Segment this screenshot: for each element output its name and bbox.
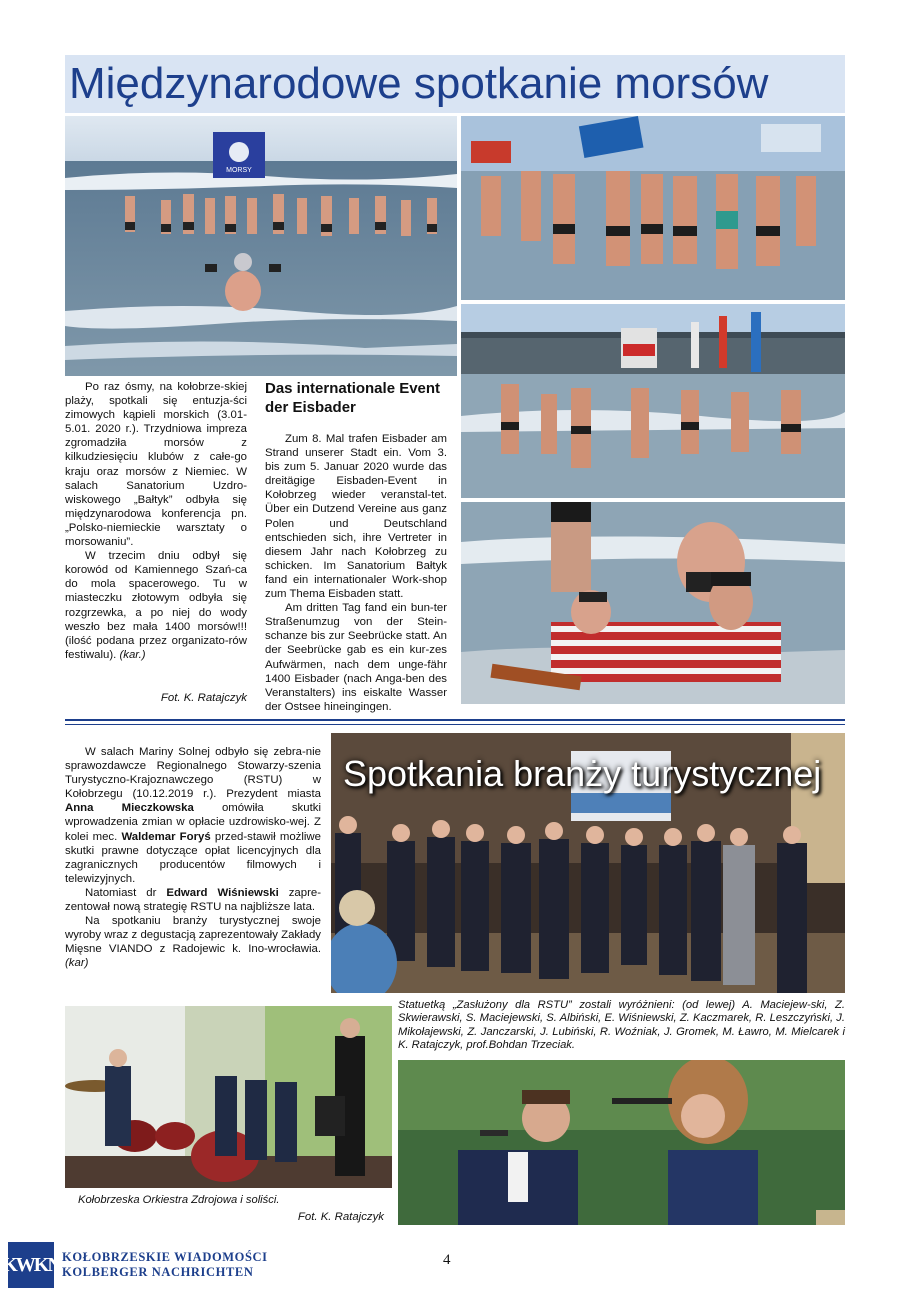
article-de-paragraph: Am dritten Tag fand ein bun-ter Straßenumzug von der Stein-schanze bis zur Seebrücke statt. An der Seebrücke gab es ein kur-zes Aufwärmen, nach dem unge-fähr 1400 Eisbader (nach Anga-ben des Veranstalters) ins eiskalte Wasser der Ostsee hineingingen. [265, 602, 447, 713]
photo-singers [398, 1060, 845, 1225]
photo-award-group [331, 733, 845, 993]
logo-text: KWKN [2, 1253, 60, 1276]
rstu-text: omówiła skutki wprowadzenia zmian w opłacie uzdrowisko-wej. Z kolei mec. [65, 802, 321, 843]
page-title: Międzynarodowe spotkanie morsów [69, 59, 769, 108]
caption-award: Statuetką „Zasłużony dla RSTU” zostali wyróżnieni: (od lewej) A. Maciejew-ski, Z. Skwierawski, S. Maciejewski, S. Albiński, E. Wiśniewski, Z. Kaczmarek, R. Leszczyński, J. Mikołajewski, Z. Janczarski, J. Lubiński, R. Woźniak, J. Gromek, M. Ławro, M. Mielcarek i K. Ratajczyk, prof.Bohdan Trzeciak. [398, 999, 845, 1052]
article-pl-paragraph: Po raz ósmy, na kołobrze-skiej plaży, spotkali się entuzja-ści zimowych kąpieli morskich (3.01-5.01. 2020 r.). Trzydniowa impreza zgromadziła morsów z kilkudziesięciu klubów z całe-go kraju oraz morsów z Niemiec. W salach Sanatorium Uzdro-wiskowego „Bałtyk” odbyła się międzynarodowa konferencja pn. „Polsko-niemieckie warsztaty o morsowaniu”. [65, 381, 247, 549]
rstu-text: W salach Mariny Solnej odbyło się zebra-nie sprawozdawcze Regionalnego Stowarzy-szenia Turystyczno-Krajoznawczego (RSTU) w Kołobrzegu (10.12.2019 r.). Prezydent miasta [65, 746, 321, 801]
page-number: 4 [443, 1252, 451, 1268]
article-de-paragraph: Zum 8. Mal trafen Eisbader am Strand unserer Stadt ein. Vom 3. bis zum 5. Januar 2020 wurde das dreitägige Eisbaden-Event in Kołobrzeg wieder veranstal-tet. Über ein Dutzend Vereine aus ganz Polen und Deutschland entschieden sich, ihre Vertreter in diesem Jahr nach Kołobrzeg zu schicken. Im Sanatorium Bałtyk fand ein internationaler Work-shop zum Thema Eisbaden statt. [265, 433, 447, 601]
section-divider [65, 719, 845, 721]
caption-orchestra: Kołobrzeska Orkiestra Zdrojowa i soliści. [78, 1194, 280, 1206]
article-pl-paragraph [65, 549, 247, 662]
article-de-heading: Das internationale Event der Eisbader [265, 380, 441, 416]
rstu-text: Na spotkaniu branży turystycznej swoje wyroby wraz z degustacją zaprezentowały Zakłady Mięsne VIANDO z Radojewic k. Ino-wrocławia. [65, 915, 321, 956]
article-rstu [65, 745, 321, 971]
article-rstu-signature: (kar) [65, 957, 89, 970]
article-pl [65, 380, 247, 662]
publication-name-de: KOLBERGER NACHRICHTEN [62, 1265, 254, 1279]
photo-pier-crowd [461, 304, 845, 498]
publication-logo [2, 1242, 60, 1288]
rstu-text: zapre-zentował nową strategię RSTU na najbliższe lata. [65, 886, 322, 914]
article-rstu-paragraph [65, 886, 321, 914]
publication-name-pl: KOŁOBRZESKIE WIADOMOŚCI [62, 1250, 268, 1264]
photo-swimmers-flag [65, 116, 457, 376]
person-name: Waldemar Foryś [121, 830, 211, 843]
publication-name [62, 1250, 268, 1280]
photo-credit-bottom: Fot. K. Ratajczyk [297, 1211, 384, 1223]
person-name: Edward Wiśniewski [166, 886, 279, 899]
rstu-text: Natomiast dr [85, 886, 167, 899]
rstu-text: przed-stawił możliwe skutki prawne dotyczące opłat licencyjnych dla zagranicznych producentów filmowych i telewizyjnych. [65, 830, 321, 885]
article-de [265, 432, 447, 714]
photo-costumes [461, 502, 845, 704]
person-name: Anna Mieczkowska [65, 802, 194, 815]
article-pl-signature: (kar.) [119, 648, 146, 661]
article-pl-paragraph-text: W trzecim dniu odbył się korowód od Kamiennego Szań-ca do mola spacerowego. Tu w miasteczku złotowym odbyła się rozgrzewka, a po niej do wody weszło bez mała 1400 morsów!!! (ilość podana przez organizato-rów festiwalu). [65, 550, 247, 661]
article-rstu-paragraph [65, 745, 321, 886]
photo-credit-top: Fot. K. Ratajczyk [160, 692, 247, 704]
overlay-title: Spotkania branży turystycznej [343, 753, 822, 794]
section-divider [65, 724, 845, 725]
flag-label: MORSY [226, 167, 252, 174]
title-band [65, 55, 845, 113]
photo-orchestra [65, 1006, 392, 1188]
photo-group-cheering [461, 116, 845, 300]
article-rstu-paragraph [65, 914, 321, 970]
